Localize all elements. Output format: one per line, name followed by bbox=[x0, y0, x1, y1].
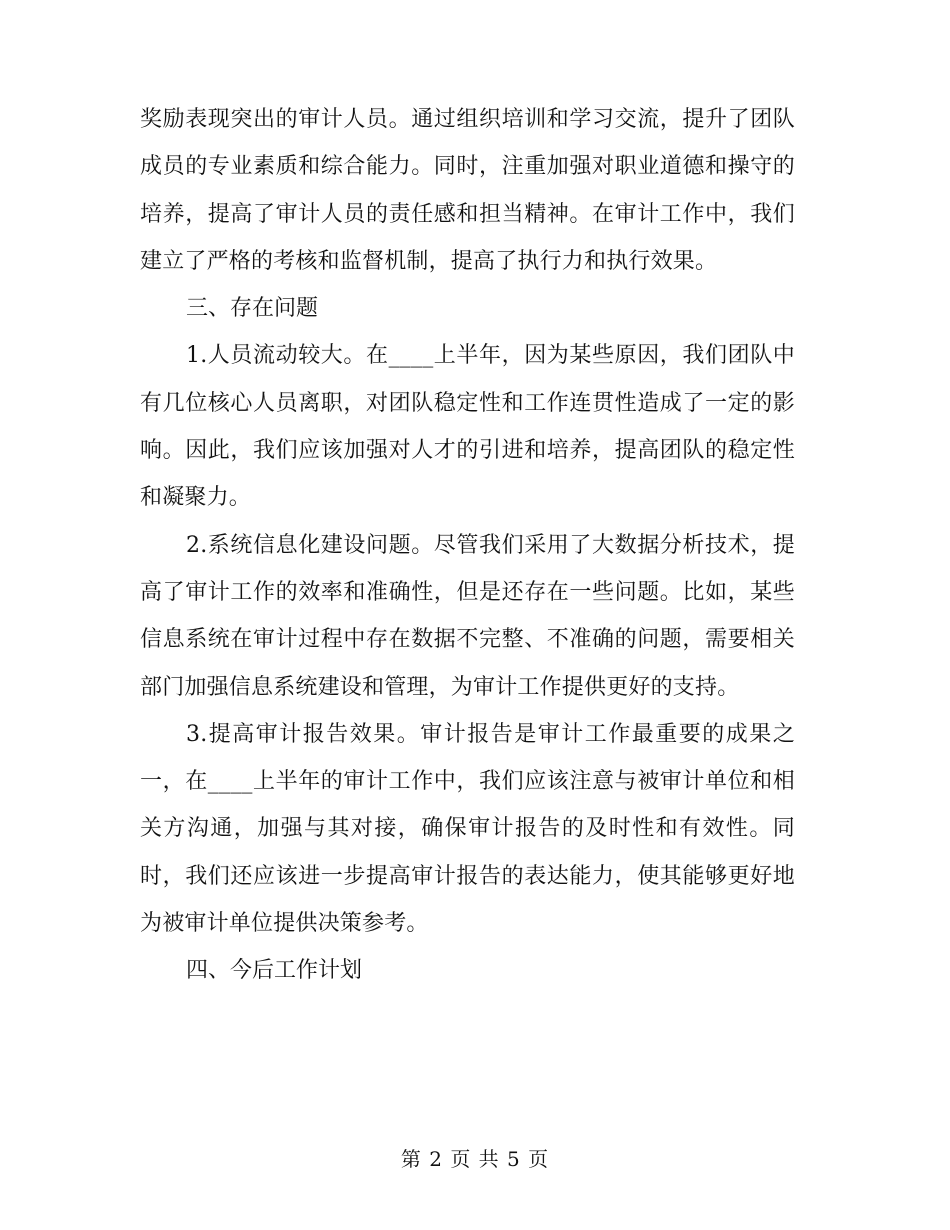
paragraph-problem-2: 2.系统信息化建设问题。尽管我们采用了大数据分析技术，提高了审计工作的效率和准确性，但是还存在一些问题。比如，某些信息系统在审计过程中存在数据不完整、不准确的问题，需要相关部门加强信息系统建设和管理，为审计工作提供更好的支持。 bbox=[140, 532, 795, 700]
paragraph-continued: 奖励表现突出的审计人员。通过组织培训和学习交流，提升了团队成员的专业素质和综合能力。同时，注重加强对职业道德和操守的培养，提高了审计人员的责任感和担当精神。在审计工作中，我们建立了严格的考核和监督机制，提高了执行力和执行效果。 bbox=[140, 107, 795, 274]
section-heading-future-plan: 四、今后工作计划 bbox=[186, 958, 363, 984]
paragraph-problem-1: 1.人员流动较大。在____上半年，因为某些原因，我们团队中有几位核心人员离职，对团队稳定性和工作连贯性造成了一定的影响。因此，我们应该加强对人才的引进和培养，提高团队的稳定性和凝聚力。 bbox=[140, 343, 795, 511]
section-heading-problems: 三、存在问题 bbox=[186, 296, 319, 322]
document-body bbox=[140, 96, 795, 995]
page-number-footer: 第 2 页 共 5 页 bbox=[400, 1147, 550, 1171]
paragraph-problem-3: 3.提高审计报告效果。审计报告是审计工作最重要的成果之一，在____上半年的审计工作中，我们应该注意与被审计单位和相关方沟通，加强与其对接，确保审计报告的及时性和有效性。同时，我们还应该进一步提高审计报告的表达能力，使其能够更好地为被审计单位提供决策参考。 bbox=[140, 721, 795, 937]
